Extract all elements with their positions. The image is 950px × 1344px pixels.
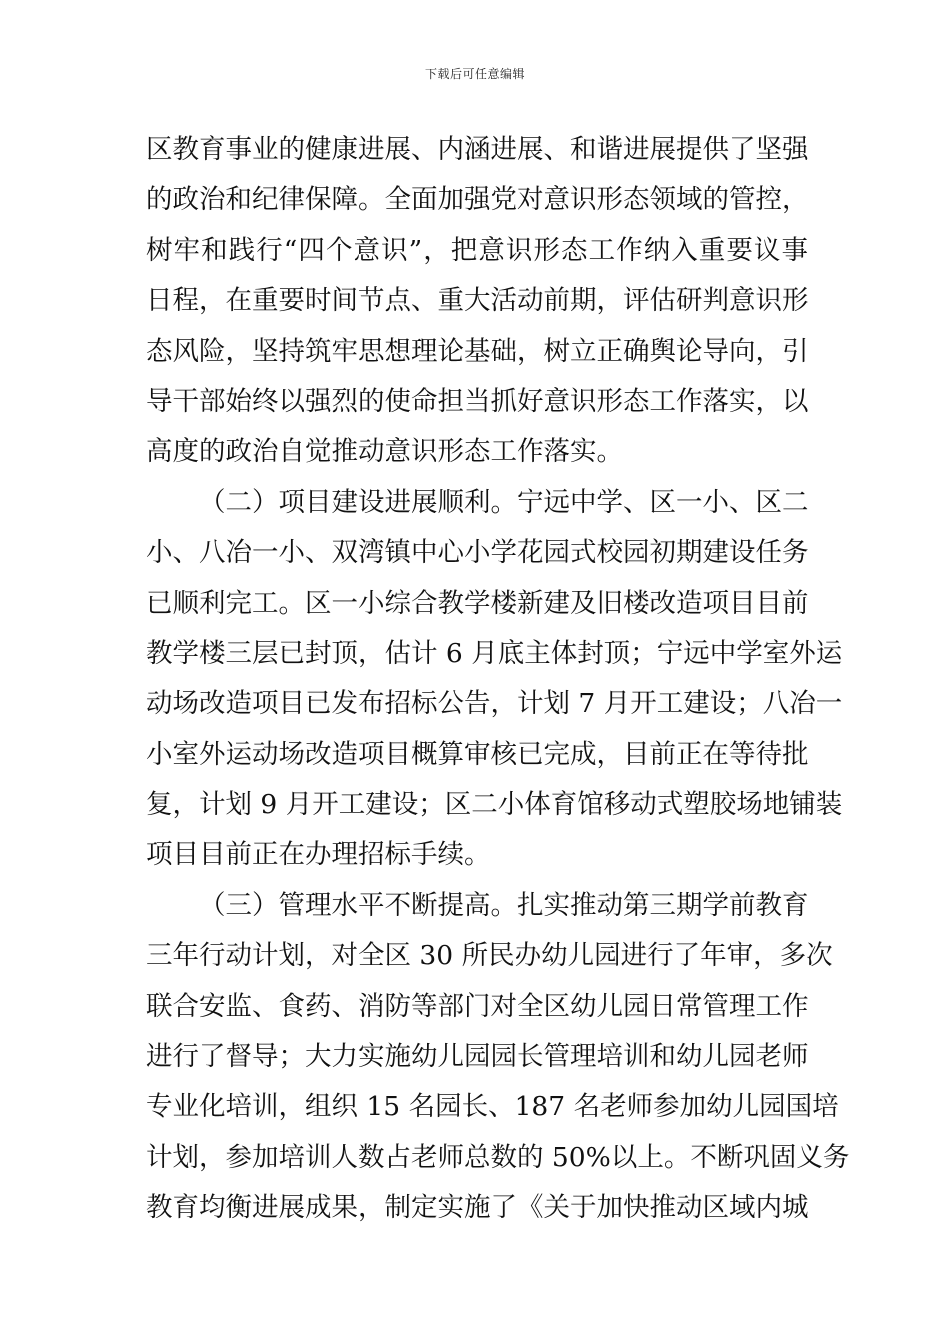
text-line: 联合安监、食药、消防等部门对全区幼儿园日常管理工作 [146, 990, 809, 1022]
text-line: 日程，在重要时间节点、重大活动前期，评估研判意识形 [146, 285, 809, 317]
text-line: 进行了督导；大力实施幼儿园园长管理培训和幼儿园老师 [146, 1041, 809, 1073]
text-line: 动场改造项目已发布招标公告，计划 7 月开工建设；八冶一 [146, 688, 843, 720]
text-line: （三）管理水平不断提高。扎实推动第三期学前教育 [199, 889, 809, 921]
text-line: 小室外运动场改造项目概算审核已完成，目前正在等待批 [146, 738, 809, 770]
text-line: 态风险，坚持筑牢思想理论基础，树立正确舆论导向，引 [146, 335, 809, 367]
text-line: （二）项目建设进展顺利。宁远中学、区一小、区二 [199, 486, 809, 518]
text-line: 高度的政治自觉推动意识形态工作落实。 [146, 436, 623, 468]
text-line: 已顺利完工。区一小综合教学楼新建及旧楼改造项目目前 [146, 587, 809, 619]
text-line: 小、八冶一小、双湾镇中心小学花园式校园初期建设任务 [146, 537, 809, 569]
text-line: 教育均衡进展成果，制定实施了《关于加快推动区域内城 [146, 1192, 809, 1224]
paragraph-2 [146, 478, 843, 881]
text-line: 的政治和纪律保障。全面加强党对意识形态领域的管控， [146, 184, 809, 216]
text-line: 区教育事业的健康进展、内涵进展、和谐进展提供了坚强 [146, 134, 809, 165]
paragraph-1 [146, 125, 808, 478]
text-line: 项目目前正在办理招标手续。 [146, 839, 491, 871]
paragraph-3 [146, 881, 850, 1234]
text-line: 教学楼三层已封顶，估计 6 月底主体封顶；宁远中学室外运 [146, 637, 843, 669]
body-text [146, 125, 850, 1234]
text-line: 导干部始终以强烈的使命担当抓好意识形态工作落实，以 [146, 385, 809, 417]
text-line: 三年行动计划，对全区 30 所民办幼儿园进行了年审，多次 [146, 940, 833, 972]
text-line: 计划，参加培训人数占老师总数的 50%以上。不断巩固义务 [146, 1141, 850, 1173]
text-line: 专业化培训，组织 15 名园长、187 名老师参加幼儿园国培 [146, 1091, 839, 1123]
page-header: 下载后可任意编辑 [424, 67, 525, 81]
text-line: 复，计划 9 月开工建设；区二小体育馆移动式塑胶场地铺装 [146, 789, 843, 821]
text-line: 树牢和践行“四个意识”，把意识形态工作纳入重要议事 [146, 234, 808, 266]
